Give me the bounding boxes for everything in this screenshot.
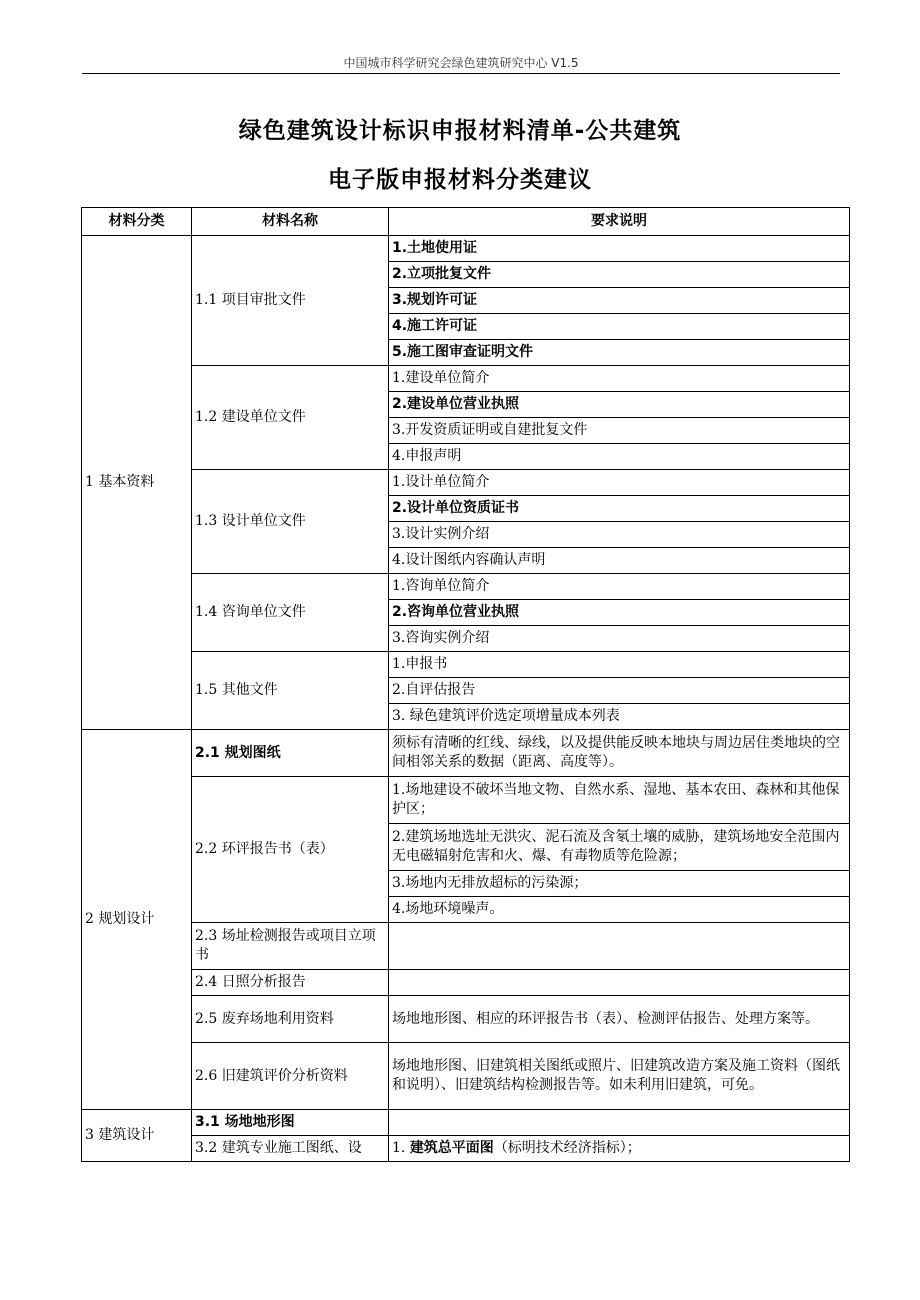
material-name-cell: 2.5 废弃场地利用资料 — [192, 996, 389, 1043]
table-row — [82, 996, 850, 1043]
requirement-cell: 2.自评估报告 — [389, 678, 850, 704]
item-prefix: 1. — [392, 1140, 410, 1156]
requirement-cell — [389, 1110, 850, 1136]
requirement-cell: 1.咨询单位简介 — [389, 574, 850, 600]
page-subtitle: 电子版申报材料分类建议 — [328, 167, 592, 193]
material-name-cell: 1.1 项目审批文件 — [192, 236, 389, 366]
material-name-cell: 2.3 场址检测报告或项目立项书 — [192, 923, 389, 970]
table-row — [82, 777, 850, 824]
requirement-cell: 4.设计图纸内容确认声明 — [389, 548, 850, 574]
requirement-cell: 1.设计单位简介 — [389, 470, 850, 496]
item-rest-text: （标明技术经济指标）； — [493, 1140, 641, 1156]
requirement-cell: 3.场地内无排放超标的污染源； — [389, 871, 850, 897]
table-row — [82, 574, 850, 600]
col-header-name: 材料名称 — [192, 208, 389, 236]
material-name-cell: 1.4 咨询单位文件 — [192, 574, 389, 652]
requirement-cell: 2.立项批复文件 — [389, 262, 850, 288]
table-row — [82, 366, 850, 392]
requirement-cell: 2.咨询单位营业执照 — [389, 600, 850, 626]
materials-table — [81, 207, 850, 1162]
requirement-cell: 2.建筑场地选址无洪灾、泥石流及含氡土壤的威胁，建筑场地安全范围内无电磁辐射危害和火、爆、有毒物质等危险源； — [389, 824, 850, 871]
item-bold-text: 建筑总平面图 — [409, 1140, 494, 1156]
requirement-cell — [389, 970, 850, 996]
requirement-cell: 3.设计实例介绍 — [389, 522, 850, 548]
material-name-cell: 3.2 建筑专业施工图纸、设 — [192, 1136, 389, 1162]
table-row — [82, 1110, 850, 1136]
table-row — [82, 236, 850, 262]
material-name-cell: 1.3 设计单位文件 — [192, 470, 389, 574]
page-title: 绿色建筑设计标识申报材料清单-公共建筑 — [238, 118, 682, 144]
requirement-cell: 5.施工图审查证明文件 — [389, 340, 850, 366]
requirement-cell: 场地地形图、旧建筑相关图纸或照片、旧建筑改造方案及施工资料（图纸和说明）、旧建筑结构检测报告等。如未利用旧建筑，可免。 — [389, 1043, 850, 1110]
page-header: 中国城市科学研究会绿色建筑研究中心 V1.5 — [343, 56, 579, 70]
requirement-cell: 场地地形图、相应的环评报告书（表）、检测评估报告、处理方案等。 — [389, 996, 850, 1043]
material-name-cell: 2.6 旧建筑评价分析资料 — [192, 1043, 389, 1110]
table-row — [82, 470, 850, 496]
table-row — [82, 923, 850, 970]
requirement-cell — [389, 1136, 850, 1162]
requirement-cell: 须标有清晰的红线、绿线，以及提供能反映本地块与周边居住类地块的空间相邻关系的数据（距离、高度等）。 — [389, 730, 850, 777]
requirement-cell: 3.规划许可证 — [389, 288, 850, 314]
material-name-cell: 3.1 场地地形图 — [192, 1110, 389, 1136]
material-name-cell: 2.2 环评报告书（表） — [192, 777, 389, 923]
table-row — [82, 970, 850, 996]
requirement-cell: 4.施工许可证 — [389, 314, 850, 340]
table-row — [82, 652, 850, 678]
table-row — [82, 730, 850, 777]
category-cell: 1 基本资料 — [82, 236, 192, 730]
table-row — [82, 1043, 850, 1110]
requirement-cell: 3. 绿色建筑评价选定项增量成本列表 — [389, 704, 850, 730]
requirement-cell: 1.土地使用证 — [389, 236, 850, 262]
material-name-cell: 1.2 建设单位文件 — [192, 366, 389, 470]
requirement-cell: 1.申报书 — [389, 652, 850, 678]
material-name-cell: 2.4 日照分析报告 — [192, 970, 389, 996]
col-header-category: 材料分类 — [82, 208, 192, 236]
table-header-row — [82, 208, 850, 236]
requirement-cell: 1.场地建设不破坏当地文物、自然水系、湿地、基本农田、森林和其他保护区； — [389, 777, 850, 824]
header-rule — [82, 73, 840, 74]
requirement-cell: 2.建设单位营业执照 — [389, 392, 850, 418]
material-name-cell: 2.1 规划图纸 — [192, 730, 389, 777]
requirement-cell: 3.咨询实例介绍 — [389, 626, 850, 652]
category-cell: 2 规划设计 — [82, 730, 192, 1110]
requirement-cell: 3.开发资质证明或自建批复文件 — [389, 418, 850, 444]
category-cell: 3 建筑设计 — [82, 1110, 192, 1162]
requirement-cell: 4.申报声明 — [389, 444, 850, 470]
table-row — [82, 1136, 850, 1162]
requirement-cell: 4.场地环境噪声。 — [389, 897, 850, 923]
requirement-cell — [389, 923, 850, 970]
requirement-cell: 1.建设单位简介 — [389, 366, 850, 392]
material-name-cell: 1.5 其他文件 — [192, 652, 389, 730]
col-header-requirement: 要求说明 — [389, 208, 850, 236]
requirement-cell: 2.设计单位资质证书 — [389, 496, 850, 522]
